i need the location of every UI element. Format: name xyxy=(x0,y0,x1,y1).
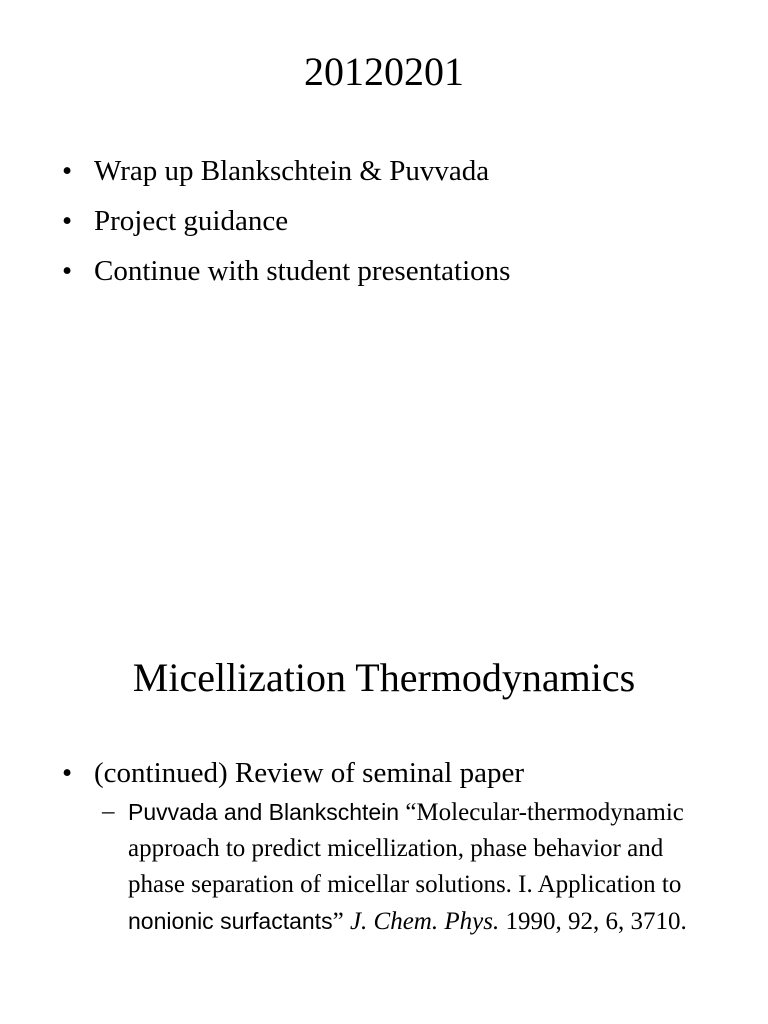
bullet-item xyxy=(62,196,510,246)
bullet-icon: • xyxy=(62,757,73,789)
bullet-text: Project guidance xyxy=(94,205,289,237)
citation-text xyxy=(128,794,702,940)
bullet-text: Wrap up Blankschtein & Puvvada xyxy=(94,155,490,187)
citation-authors: Puvvada and Blankschtein xyxy=(128,799,400,825)
slide-2 xyxy=(0,512,768,1024)
bullet-text: (continued) Review of seminal paper xyxy=(94,757,525,789)
bullet-item xyxy=(62,748,524,798)
citation-title-part-a: “Molecular-thermodynamic approach to predict micellization, phase behavior and phase separation of micellar solutions. I. Application to xyxy=(128,799,684,898)
bullet-list xyxy=(62,748,524,798)
bullet-item xyxy=(62,146,510,196)
slide-title: 20120201 xyxy=(304,49,464,94)
bullet-list xyxy=(62,146,510,296)
citation-journal: J. Chem. Phys. xyxy=(349,908,500,935)
bullet-icon: • xyxy=(62,255,73,287)
sub-bullet-citation xyxy=(102,794,702,940)
citation-details: 1990, 92, 6, 3710. xyxy=(499,908,687,935)
bullet-item xyxy=(62,246,510,296)
bullet-icon: • xyxy=(62,155,73,187)
slide-title: Micellization Thermodynamics xyxy=(132,655,636,700)
bullet-icon: • xyxy=(62,205,73,237)
citation-title-part-b: nonionic surfactants xyxy=(128,908,333,934)
dash-icon: – xyxy=(102,798,115,825)
citation-title-part-c: ” xyxy=(332,908,350,935)
bullet-text: Continue with student presentations xyxy=(94,255,511,287)
